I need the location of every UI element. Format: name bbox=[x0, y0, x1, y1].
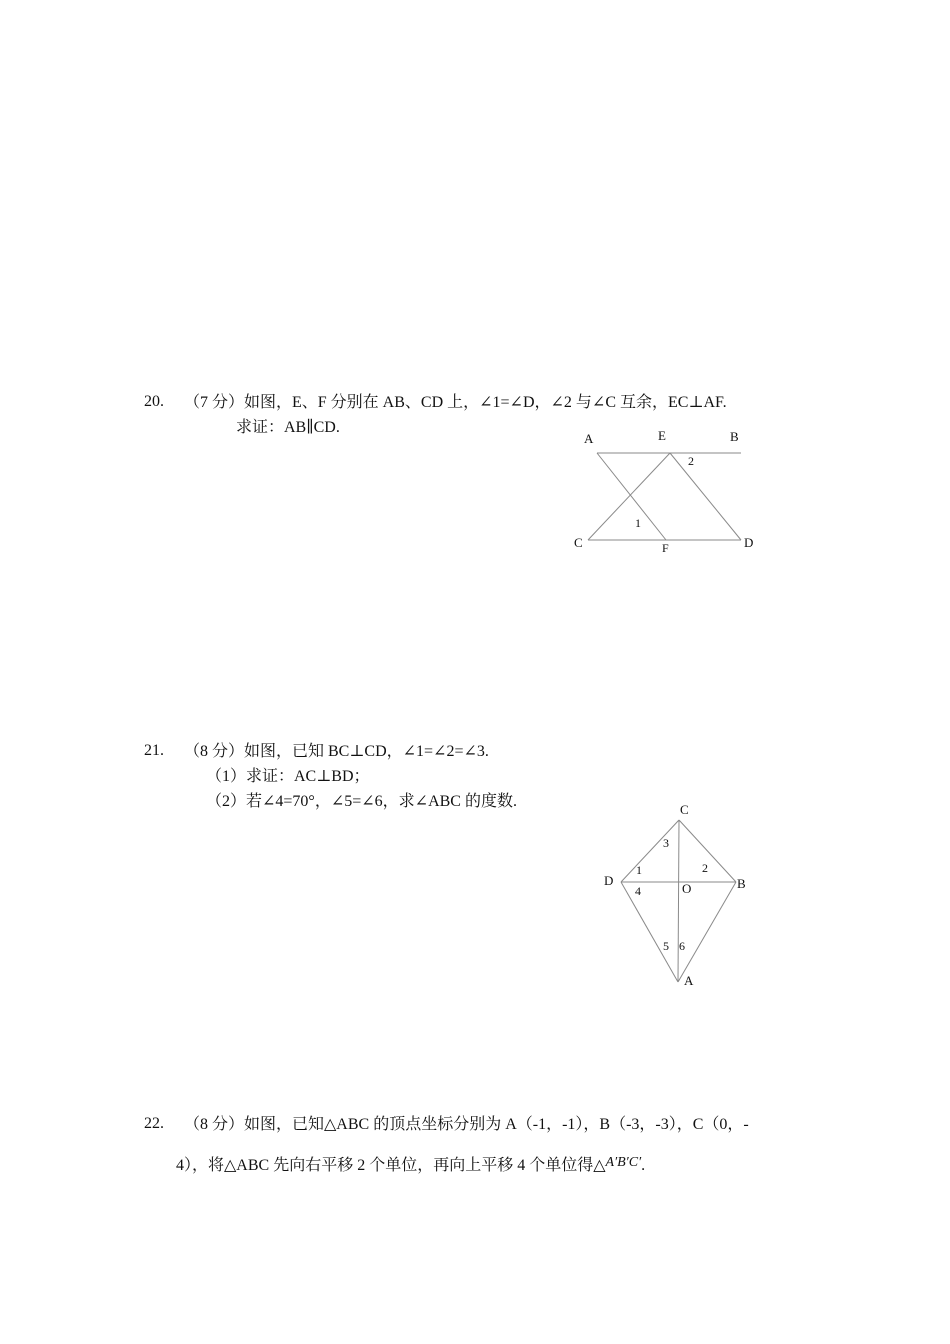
q22-line1: （8 分）如图，已知△ABC 的顶点坐标分别为 A（-1，-1），B（-3，-3），C（0，- bbox=[184, 1116, 749, 1133]
label-o: O bbox=[682, 881, 692, 896]
line-ba bbox=[678, 882, 736, 982]
label-one: 1 bbox=[636, 863, 642, 877]
q22-line2 bbox=[176, 1153, 645, 1176]
label-f: F bbox=[662, 541, 669, 555]
label-six: 6 bbox=[679, 939, 685, 953]
q21-number: 21. bbox=[144, 742, 164, 759]
line-ca bbox=[678, 820, 679, 982]
line-ed bbox=[670, 453, 741, 540]
label-a: A bbox=[684, 973, 694, 988]
q21-part1: （1）求证：AC⊥BD； bbox=[206, 768, 370, 785]
line-af bbox=[597, 453, 666, 540]
q21-stem: （8 分）如图，已知 BC⊥CD，∠1=∠2=∠3. bbox=[184, 743, 489, 760]
q22-number: 22. bbox=[144, 1115, 164, 1132]
q20-stem: （7 分）如图，E、F 分别在 AB、CD 上，∠1=∠D，∠2 与∠C 互余，EC⊥AF. bbox=[184, 394, 727, 411]
q22-period: . bbox=[641, 1157, 646, 1174]
label-c: C bbox=[574, 535, 583, 550]
label-one: 1 bbox=[635, 516, 641, 530]
line-cd bbox=[621, 820, 679, 882]
line-ec bbox=[588, 453, 670, 540]
q20-figure bbox=[560, 420, 780, 565]
label-e: E bbox=[658, 428, 666, 443]
label-a: A bbox=[584, 431, 594, 446]
label-c: C bbox=[680, 802, 689, 817]
q22-math: A′B′C′ bbox=[605, 1155, 642, 1170]
label-five: 5 bbox=[663, 939, 669, 953]
label-four: 4 bbox=[635, 884, 641, 898]
label-b: B bbox=[737, 876, 746, 891]
label-d: D bbox=[604, 873, 614, 888]
label-three: 3 bbox=[663, 836, 669, 850]
q22-line2-text: 4），将△ABC 先向右平移 2 个单位，再向上平移 4 个单位得△ bbox=[176, 1157, 606, 1174]
label-two: 2 bbox=[688, 454, 694, 468]
label-two: 2 bbox=[702, 861, 708, 875]
q21-part2: （2）若∠4=70°，∠5=∠6，求∠ABC 的度数. bbox=[206, 793, 517, 810]
q20-prove: 求证：AB∥CD. bbox=[236, 419, 340, 436]
line-da bbox=[621, 882, 678, 982]
q21-figure bbox=[595, 795, 755, 995]
q20-number: 20. bbox=[144, 393, 164, 410]
label-d: D bbox=[744, 535, 754, 550]
label-b: B bbox=[730, 429, 739, 444]
